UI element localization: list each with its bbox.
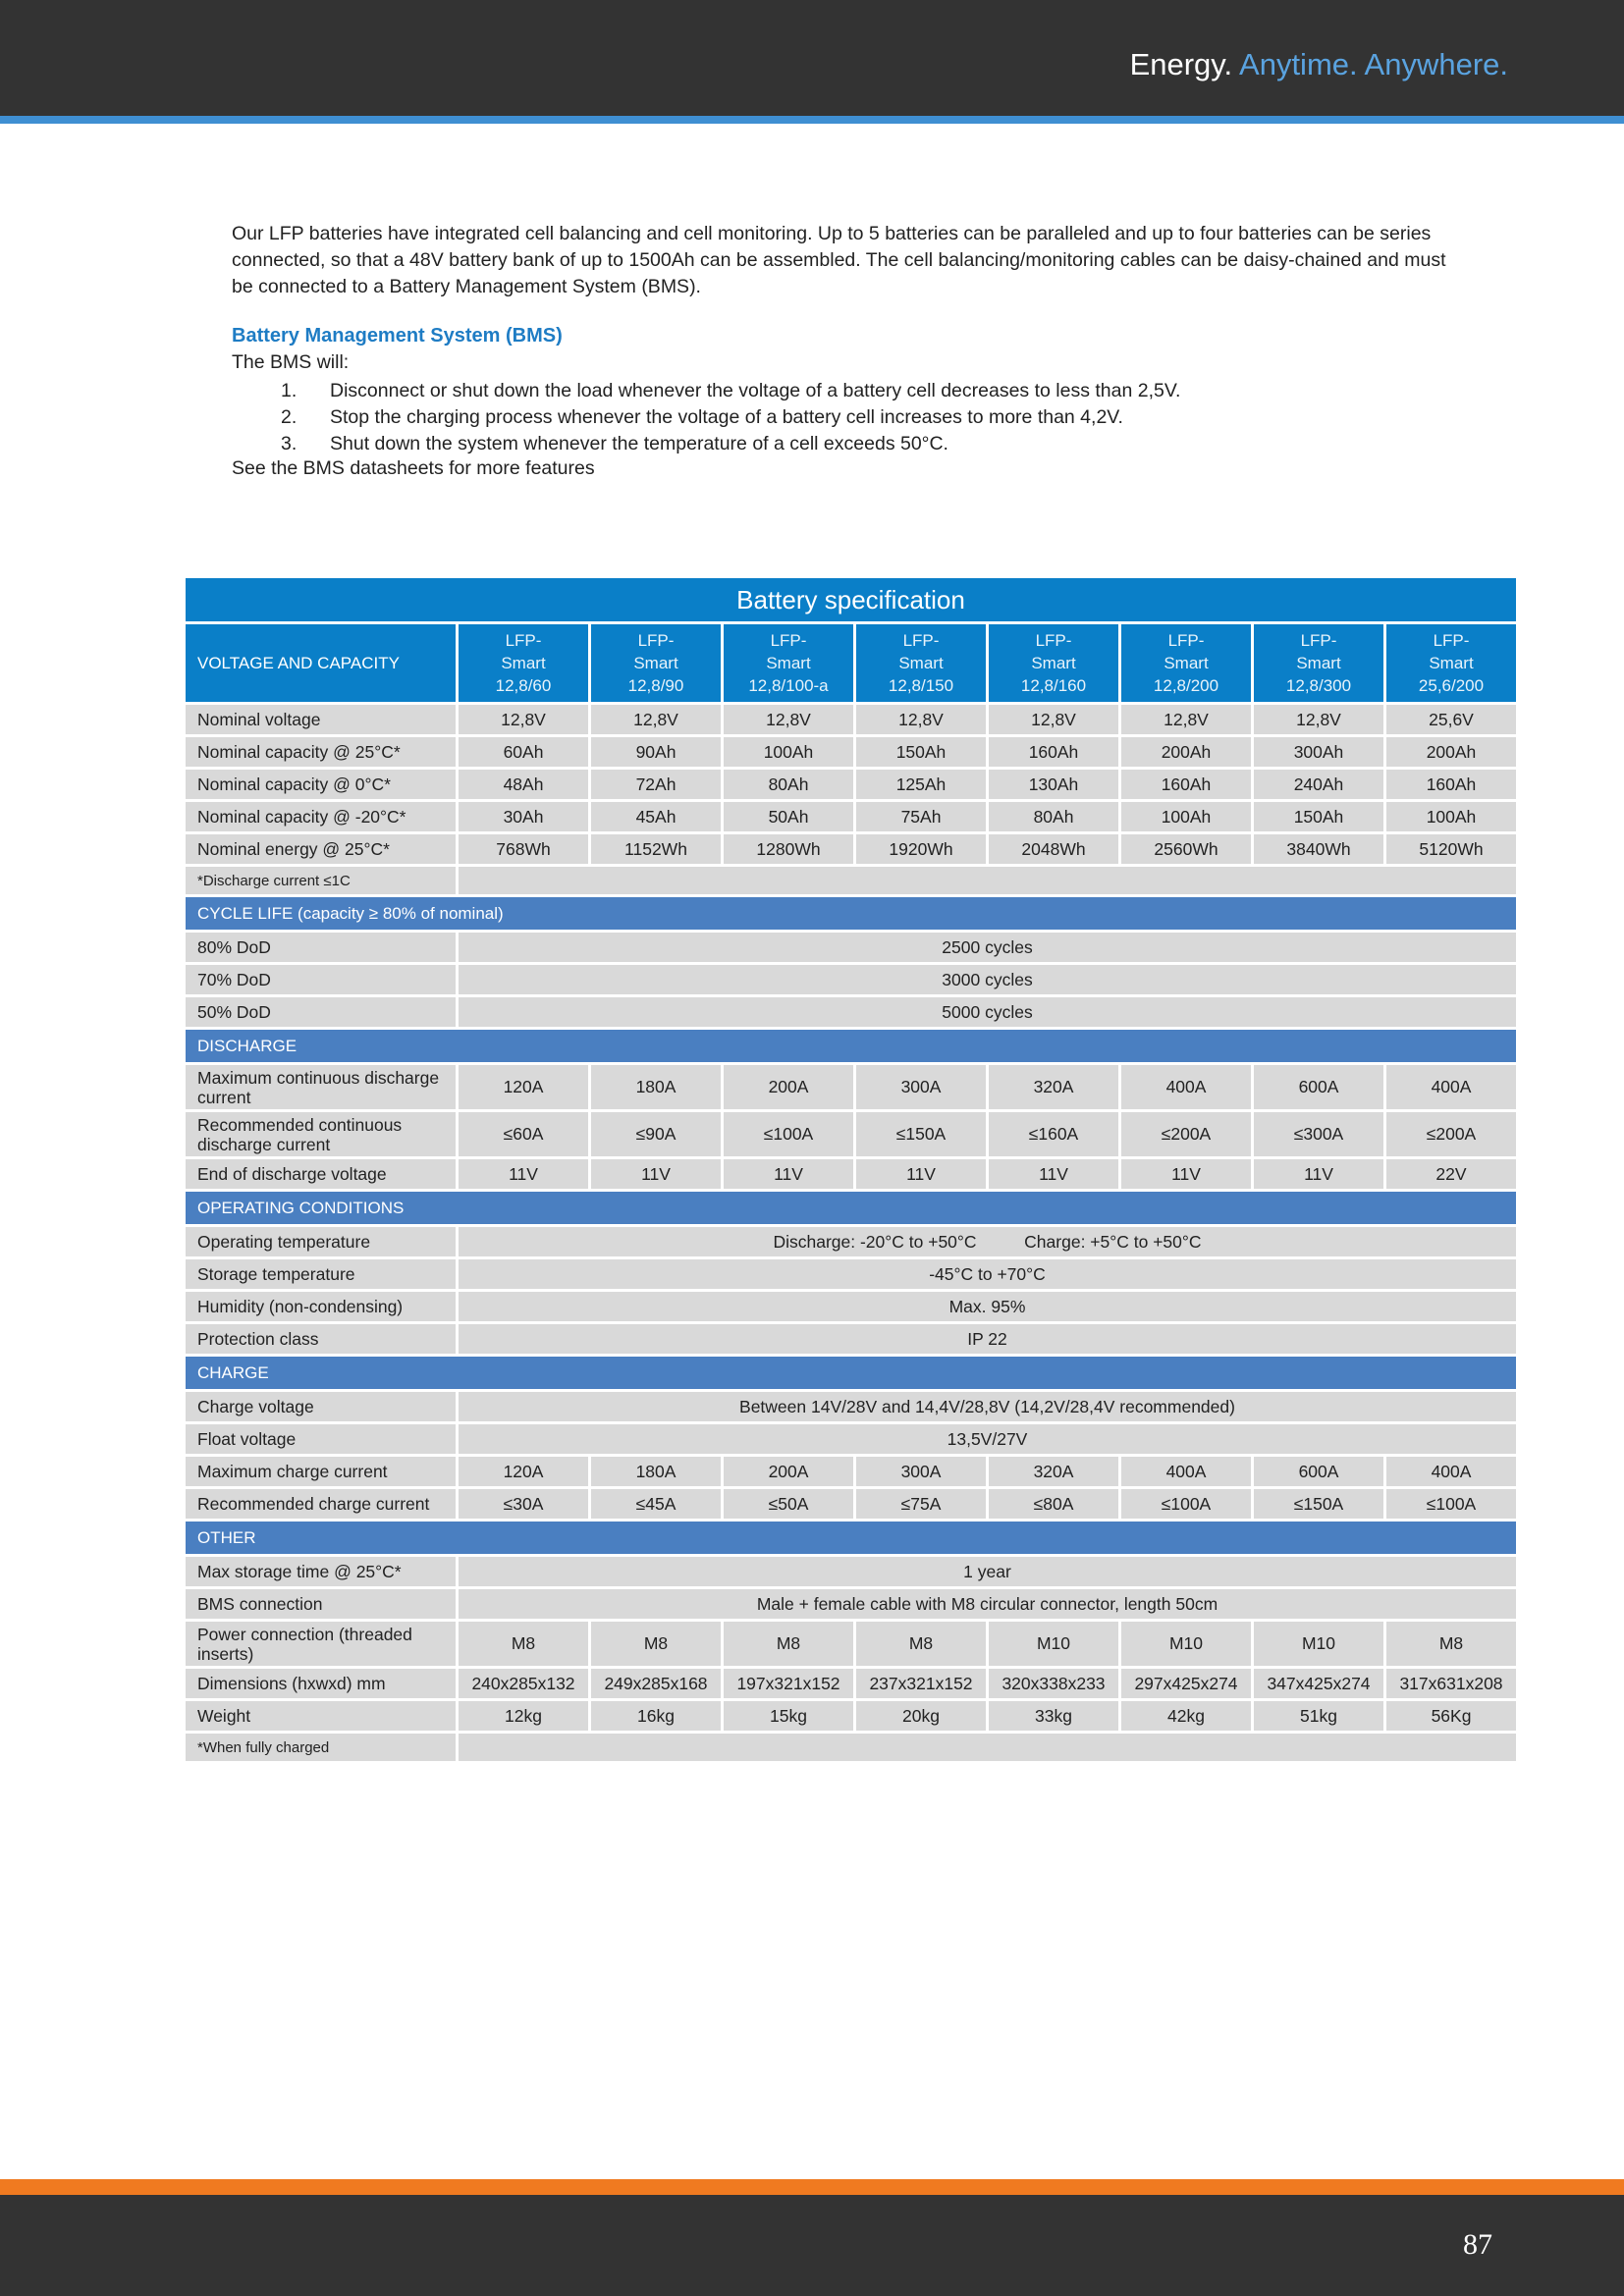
section-title: OTHER [186,1522,1516,1554]
cell-value: 90Ah [591,737,721,767]
cell-value: 150Ah [856,737,986,767]
cell-value: ≤75A [856,1489,986,1519]
row-label: Nominal voltage [186,705,456,734]
cell-value: 48Ah [459,770,588,799]
cell-value: 200A [724,1457,853,1486]
cell-value: 320A [989,1065,1118,1109]
table-row [186,1324,1516,1354]
cell-value: 11V [1121,1159,1251,1189]
model-name-line: LFP- [1035,631,1072,650]
cell-value: 237x321x152 [856,1669,986,1698]
table-title: Battery specification [186,578,1516,621]
cell-value: 1280Wh [724,834,853,864]
cell-value: 768Wh [459,834,588,864]
bms-footer-text: See the BMS datasheets for more features [232,457,595,479]
cell-value: ≤200A [1386,1112,1516,1156]
cell-value: 12,8V [1254,705,1383,734]
row-label: Weight [186,1701,456,1731]
cell-value: 51kg [1254,1701,1383,1731]
cell-value: 1920Wh [856,834,986,864]
cell-value: 15kg [724,1701,853,1731]
list-number: 2. [281,406,298,428]
cell-value: 120A [459,1065,588,1109]
table-row [186,933,1516,962]
cell-value: 100Ah [1386,802,1516,831]
model-header [459,624,588,702]
row-label: Power connection (threaded inserts) [186,1622,456,1666]
cell-value: 42kg [1121,1701,1251,1731]
model-header [1121,624,1251,702]
table-row [186,770,1516,799]
tagline-accent: Anytime. Anywhere. [1239,47,1508,81]
cell-value: 12,8V [1121,705,1251,734]
cell-value: 400A [1386,1065,1516,1109]
table-row [186,1065,1516,1109]
table-row [186,1159,1516,1189]
row-value: 5000 cycles [459,997,1516,1027]
cell-value: 12,8V [724,705,853,734]
cell-value: ≤45A [591,1489,721,1519]
row-value: Between 14V/28V and 14,4V/28,8V (14,2V/28,4V recommended) [459,1392,1516,1421]
cell-value: 400A [1386,1457,1516,1486]
page-footer [0,2195,1624,2296]
cell-value: M8 [856,1622,986,1666]
table-row [186,997,1516,1027]
model-name-line: LFP- [902,631,940,650]
cell-value: 249x285x168 [591,1669,721,1698]
model-header [989,624,1118,702]
cell-value: 12,8V [459,705,588,734]
cell-value: ≤200A [1121,1112,1251,1156]
cell-value: 240x285x132 [459,1669,588,1698]
table-row [186,1392,1516,1421]
table-row [186,834,1516,864]
model-name-line: Smart [501,654,546,672]
cell-value: ≤60A [459,1112,588,1156]
model-name-line: 25,6/200 [1418,676,1485,695]
cell-value: 20kg [856,1701,986,1731]
cell-value: 33kg [989,1701,1118,1731]
cell-value: 75Ah [856,802,986,831]
model-name-line: LFP- [637,631,675,650]
row-label: 80% DoD [186,933,456,962]
cell-value: M10 [1254,1622,1383,1666]
table-row [186,1259,1516,1289]
table-row [186,1227,1516,1256]
footnote-filler [459,867,1516,894]
row-label: Recommended charge current [186,1489,456,1519]
header-stripe [0,116,1624,124]
row-value: Male + female cable with M8 circular connector, length 50cm [459,1589,1516,1619]
cell-value: 2048Wh [989,834,1118,864]
footer-stripe [0,2179,1624,2195]
cell-value: 45Ah [591,802,721,831]
model-name-line: Smart [1296,654,1341,672]
bms-heading: Battery Management System (BMS) [232,325,563,347]
table-row [186,1292,1516,1321]
cell-value: ≤50A [724,1489,853,1519]
footnote-filler [459,1734,1516,1761]
row-label: Float voltage [186,1424,456,1454]
section-title: CYCLE LIFE (capacity ≥ 80% of nominal) [186,897,1516,930]
cell-value: 347x425x274 [1254,1669,1383,1698]
table-row [186,1112,1516,1156]
model-name-line: 12,8/90 [627,676,684,695]
list-number: 1. [281,380,298,401]
row-label: Storage temperature [186,1259,456,1289]
section-header-row [186,1192,1516,1224]
cell-value: 12,8V [989,705,1118,734]
row-label: Nominal capacity @ -20°C* [186,802,456,831]
cell-value: 297x425x274 [1121,1669,1251,1698]
footnote-row [186,867,1516,894]
model-header [856,624,986,702]
cell-value: M8 [1386,1622,1516,1666]
cell-value: 197x321x152 [724,1669,853,1698]
cell-value: 2560Wh [1121,834,1251,864]
cell-value: 11V [989,1159,1118,1189]
table-row [186,1589,1516,1619]
cell-value: 25,6V [1386,705,1516,734]
row-value: IP 22 [459,1324,1516,1354]
row-label: 70% DoD [186,965,456,994]
row-value: 13,5V/27V [459,1424,1516,1454]
cell-value: 600A [1254,1065,1383,1109]
intro-text: Our LFP batteries have integrated cell balancing and cell monitoring. Up to 5 batteries can be paralleled and up to four batteries can be series connected, so that a 48V battery bank of up to 1500Ah can be assembled. The cell balancing/monitoring cables can be daisy-chained and must be connected to a Battery Management System (BMS). [232,223,1446,297]
row-label: Charge voltage [186,1392,456,1421]
cell-value: ≤150A [1254,1489,1383,1519]
bms-lead: The BMS will: [232,351,350,373]
tagline [1130,47,1508,82]
cell-value: M8 [724,1622,853,1666]
section-title: CHARGE [186,1357,1516,1389]
row-label: Protection class [186,1324,456,1354]
list-number: 3. [281,433,298,454]
model-name-line: 12,8/60 [495,676,552,695]
list-text: Stop the charging process whenever the voltage of a battery cell increases to more than 4,2V. [330,406,1123,428]
page-number: 87 [1463,2228,1492,2261]
row-value: -45°C to +70°C [459,1259,1516,1289]
cell-value: ≤150A [856,1112,986,1156]
cell-value: M8 [591,1622,721,1666]
cell-value: 22V [1386,1159,1516,1189]
model-name-line: Smart [633,654,678,672]
section-header-row [186,1522,1516,1554]
cell-value: 125Ah [856,770,986,799]
cell-value: 12,8V [591,705,721,734]
table-body [186,705,1516,1761]
cell-value: 200Ah [1386,737,1516,767]
cell-value: 5120Wh [1386,834,1516,864]
cell-value: 320x338x233 [989,1669,1118,1698]
table-row [186,1557,1516,1586]
row-label: Recommended continuous discharge current [186,1112,456,1156]
bms-list-item [281,378,1180,404]
cell-value: 11V [856,1159,986,1189]
cell-value: 50Ah [724,802,853,831]
cell-value: ≤90A [591,1112,721,1156]
row-label: 50% DoD [186,997,456,1027]
model-name-line: Smart [1164,654,1209,672]
table-row [186,1669,1516,1698]
section-header-row [186,1357,1516,1389]
bms-list [281,378,1180,457]
cell-value: 1152Wh [591,834,721,864]
row-label: Max storage time @ 25°C* [186,1557,456,1586]
row-value: Max. 95% [459,1292,1516,1321]
model-header [591,624,721,702]
cell-value: 80Ah [724,770,853,799]
model-name-line: Smart [1429,654,1474,672]
model-header [724,624,853,702]
cell-value: 300Ah [1254,737,1383,767]
cell-value: 160Ah [1121,770,1251,799]
model-name-line: LFP- [505,631,542,650]
intro-paragraph [232,221,1469,300]
model-name-line: LFP- [1300,631,1337,650]
cell-value: ≤100A [1386,1489,1516,1519]
table-row [186,737,1516,767]
list-text: Disconnect or shut down the load whenever the voltage of a battery cell decreases to less than 2,5V. [330,380,1181,401]
battery-spec-table [183,575,1519,1764]
list-text: Shut down the system whenever the temperature of a cell exceeds 50°C. [330,433,948,454]
cell-value: 100Ah [724,737,853,767]
table-row [186,1424,1516,1454]
cell-value: 400A [1121,1457,1251,1486]
cell-value: 150Ah [1254,802,1383,831]
cell-value: 300A [856,1457,986,1486]
cell-value: ≤160A [989,1112,1118,1156]
footnote: *When fully charged [186,1734,456,1761]
table-row [186,1701,1516,1731]
row-value: Discharge: -20°C to +50°C Charge: +5°C to +50°C [459,1227,1516,1256]
model-name-line: 12,8/150 [888,676,954,695]
cell-value: 130Ah [989,770,1118,799]
model-name-line: LFP- [770,631,807,650]
model-header [1254,624,1383,702]
cell-value: 12kg [459,1701,588,1731]
model-name-line: 12,8/200 [1153,676,1219,695]
section-header-row [186,897,1516,930]
cell-value: 160Ah [1386,770,1516,799]
cell-value: 56Kg [1386,1701,1516,1731]
bms-list-item [281,431,1180,457]
row-label: Humidity (non-condensing) [186,1292,456,1321]
row-label: Operating temperature [186,1227,456,1256]
row-value: 3000 cycles [459,965,1516,994]
row-label: Maximum continuous discharge current [186,1065,456,1109]
cell-value: 317x631x208 [1386,1669,1516,1698]
cell-value: M10 [1121,1622,1251,1666]
footnote: *Discharge current ≤1C [186,867,456,894]
cell-value: M10 [989,1622,1118,1666]
cell-value: 11V [724,1159,853,1189]
cell-value: 300A [856,1065,986,1109]
cell-value: 200A [724,1065,853,1109]
cell-value: 11V [1254,1159,1383,1189]
model-name-line: 12,8/100-a [748,676,829,695]
row-label: Nominal capacity @ 25°C* [186,737,456,767]
cell-value: 180A [591,1065,721,1109]
row-label: BMS connection [186,1589,456,1619]
cell-value: 3840Wh [1254,834,1383,864]
row-label: End of discharge voltage [186,1159,456,1189]
cell-value: 60Ah [459,737,588,767]
cell-value: 240Ah [1254,770,1383,799]
cell-value: 320A [989,1457,1118,1486]
cell-value: 11V [459,1159,588,1189]
model-name-line: LFP- [1167,631,1205,650]
footnote-row [186,1734,1516,1761]
cell-value: 11V [591,1159,721,1189]
model-name-line: Smart [766,654,811,672]
cell-value: 12,8V [856,705,986,734]
model-name-line: 12,8/300 [1285,676,1352,695]
row-label: Nominal energy @ 25°C* [186,834,456,864]
cell-value: 160Ah [989,737,1118,767]
cell-value: 180A [591,1457,721,1486]
cell-value: ≤100A [724,1112,853,1156]
row-value: 2500 cycles [459,933,1516,962]
row-label: Dimensions (hxwxd) mm [186,1669,456,1698]
table-row [186,1622,1516,1666]
table-row [186,1457,1516,1486]
model-name-line: 12,8/160 [1020,676,1087,695]
table-row [186,1489,1516,1519]
section-header-row [186,1030,1516,1062]
table-row [186,965,1516,994]
model-header-row [186,624,1516,702]
section-title: OPERATING CONDITIONS [186,1192,1516,1224]
cell-value: ≤300A [1254,1112,1383,1156]
section-title: DISCHARGE [186,1030,1516,1062]
cell-value: 80Ah [989,802,1118,831]
model-name-line: LFP- [1433,631,1470,650]
table-row [186,802,1516,831]
cell-value: 16kg [591,1701,721,1731]
cell-value: 100Ah [1121,802,1251,831]
tagline-main: Energy. [1129,47,1233,81]
cell-value: 400A [1121,1065,1251,1109]
bms-list-item [281,404,1180,431]
cell-value: 200Ah [1121,737,1251,767]
row-value: 1 year [459,1557,1516,1586]
cell-value: ≤100A [1121,1489,1251,1519]
model-name-line: Smart [1031,654,1076,672]
model-name-line: Smart [898,654,944,672]
row-label: Maximum charge current [186,1457,456,1486]
table-row [186,705,1516,734]
row-label: Nominal capacity @ 0°C* [186,770,456,799]
model-header [1386,624,1516,702]
cell-value: 120A [459,1457,588,1486]
cell-value: 600A [1254,1457,1383,1486]
cell-value: 30Ah [459,802,588,831]
cell-value: ≤30A [459,1489,588,1519]
cell-value: ≤80A [989,1489,1118,1519]
voltage-capacity-header: VOLTAGE AND CAPACITY [186,624,456,702]
cell-value: 72Ah [591,770,721,799]
cell-value: M8 [459,1622,588,1666]
